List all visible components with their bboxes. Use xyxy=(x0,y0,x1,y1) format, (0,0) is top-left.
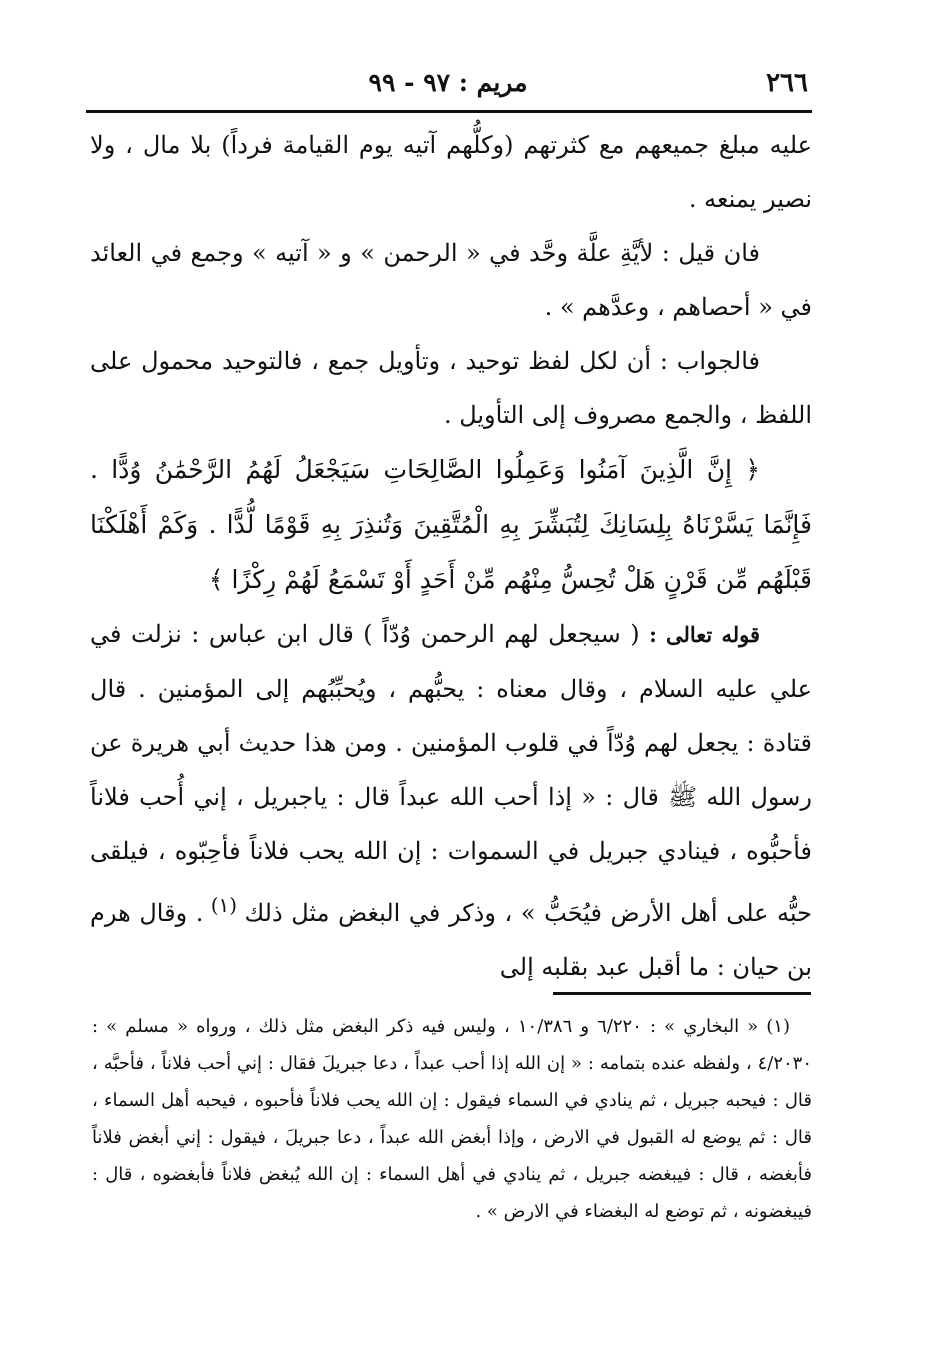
surah-reference: مريم : ٩٧ - ٩٩ xyxy=(368,68,528,97)
main-text xyxy=(90,118,812,994)
paragraph: فان قيل : لأيَّةِ علَّة وحَّد في « الرحمن » و « آتيه » وجمع في العائد في « أحصاهم ، وعدَّهم » . xyxy=(90,239,812,321)
commentary-text-tail: . وقال هرم بن حيان : ما أقبل عبد بقلبه إلى xyxy=(90,899,812,981)
header-rule xyxy=(86,110,812,113)
page-header xyxy=(88,58,808,110)
paragraph xyxy=(90,607,812,994)
footnote-ref: (١) xyxy=(203,893,245,917)
commentary-text: ( سيجعل لهم الرحمن وُدّاً ) قال ابن عباس : نزلت في علي عليه السلام ، وقال معناه : يحبُّهم ، ويُحبِّبُهم إلى المؤمنين . قال قتادة : يجعل لهم وُدّاً في قلوب المؤمنين . ومن هذا حديث أبي هريرة عن رسول الله ﷺ قال : « إذا أحب الله عبداً قال : ياجبريل ، إني أُحب فلاناً فأحبُّوه ، فينادي جبريل في السموات : إن الله يحب فلاناً فأحِبّوه ، فيلقى حبُّه على أهل الأرض فيُحَبُّ » ، وذكر في البغض مثل ذلك xyxy=(90,620,813,927)
commentary-label: قوله تعالى : xyxy=(649,622,760,647)
paragraph: فالجواب : أن لكل لفظ توحيد ، وتأويل جمع ، فالتوحيد محمول على اللفظ ، والجمع مصروف إلى التأويل . xyxy=(90,347,812,429)
quran-verse: ﴿ إِنَّ الَّذِينَ آمَنُوا وَعَمِلُوا الصَّالِحَاتِ سَيَجْعَلُ لَهُمُ الرَّحْمَٰنُ وُدًّا . فَإِنَّمَا يَسَّرْنَاهُ بِلِسَانِكَ لِتُبَشِّرَ بِهِ الْمُتَّقِينَ وَتُنذِرَ بِهِ قَوْمًا لُّدًّا . وَكَمْ أَهْلَكْنَا قَبْلَهُم مِّن قَرْنٍ هَلْ تُحِسُّ مِنْهُم مِّنْ أَحَدٍ أَوْ تَسْمَعُ لَهُمْ رِكْزًا ﴾ xyxy=(90,455,812,594)
footnotes xyxy=(92,1008,812,1230)
page-number: ٢٦٦ xyxy=(766,68,808,98)
footnote: (١) « البخاري » : ٦/٢٢٠ و ١٠/٣٨٦ ، وليس فيه ذكر البغض مثل ذلك ، ورواه « مسلم » : ٤/٢٠٣٠ ، ولفظه عنده بتمامه : « إن الله إذا أحب عبداً ، دعا جبريلَ فقال : إني أحب فلاناً ، فأحبَّه ، قال : فيحبه جبريل ، ثم ينادي في السماء فيقول : إن الله يحب فلاناً فأحبوه ، فيحبه أهل السماء ، قال : ثم يوضع له القبول في الارض ، وإذا أبغض الله عبداً ، دعا جبريلَ ، فيقول : إني أبغض فلاناً فأبغضه ، قال : فيبغضه جبريل ، ثم ينادي في أهل السماء : إن الله يُبغض فلاناً فأبغضوه ، قال : فيبغضونه ، ثم توضع له البغضاء في الارض » . xyxy=(92,1016,812,1222)
footnote-rule xyxy=(553,992,811,995)
paragraph: عليه مبلغ جميعهم مع كثرتهم (وكلُّهم آتيه يوم القيامة فرداً) بلا مال ، ولا نصير يمنعه . xyxy=(90,131,812,213)
